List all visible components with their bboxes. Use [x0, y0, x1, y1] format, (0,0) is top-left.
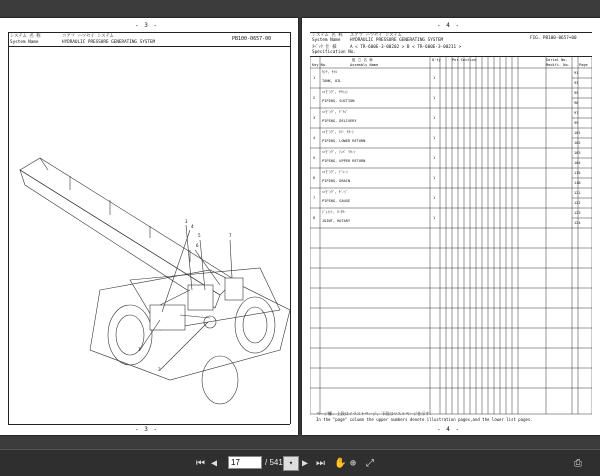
row-page-upper: 97 [574, 111, 579, 115]
row-page-lower: 93 [574, 81, 579, 85]
callout-3: 3 [185, 220, 188, 225]
row-name-jp: ﾀﾝｸ, ｻｲﾙ [322, 70, 338, 74]
right-bottom-page-number: - 4 - [437, 426, 461, 433]
next-page-icon[interactable]: ▶ [302, 458, 309, 469]
spec-label-jp: ｽﾍﾟｯｸ 仕 様 [312, 45, 337, 50]
row-name-jp: ﾊｲﾋﾟﾝｸﾞ, ｱｯﾊﾟ ﾘﾀｰﾝ [322, 150, 356, 154]
right-system-label-jp: システム 名 称 [312, 33, 343, 38]
page-total: / 541 [265, 458, 283, 467]
row-name-jp: ﾊｲﾋﾟﾝｸﾞ, ﾄﾞﾚｰﾝ [322, 170, 348, 174]
row-name-jp: ﾊｲﾋﾟﾝｸﾞ, ｻｸｼｮﾝ [322, 90, 348, 94]
fig-code: FIG. PB100-0657+00 [530, 36, 577, 41]
page-dropdown[interactable]: ▾ [283, 456, 299, 471]
last-page-icon[interactable]: ⏭ [316, 458, 325, 469]
prev-page-icon[interactable]: ◀ [211, 458, 218, 469]
row-name: PIPING, DRAIN [322, 179, 351, 183]
row-page-lower: 102 [574, 141, 581, 145]
row-page-lower: 118 [574, 181, 581, 185]
row-qty: 1 [433, 216, 436, 220]
zoom-in-icon[interactable]: ⊕ [350, 458, 357, 469]
footnote-jp: ページ欄. 上段はイラストページ, 下段はリストページを示す. [316, 411, 432, 416]
col-assembly: Assembly Name [350, 63, 379, 67]
row-qty: 1 [433, 136, 436, 140]
system-label-jp: システム 名 称 [10, 34, 41, 39]
left-top-page-number: - 3 - [135, 22, 159, 29]
figure-code: PB100-0657-00 [232, 36, 272, 42]
row-qty: 1 [433, 96, 436, 100]
col-per-section: Per Section [452, 58, 476, 62]
spec-label: Specification No. [312, 50, 356, 55]
row-qty: 1 [433, 156, 436, 160]
row-qty: 1 [433, 196, 436, 200]
right-system-value: HYDRAULIC PRESSURE GENERATING SYSTEM [350, 38, 444, 43]
right-page [302, 18, 600, 435]
callout-7: 7 [229, 234, 232, 239]
row-name: PIPING, GAUGE [322, 199, 351, 203]
callout-5: 5 [198, 234, 201, 239]
col-modifi: Modifi. No. [546, 63, 570, 67]
system-value-jp: コアフ ハツセイ システム [62, 34, 114, 39]
row-name: PIPING, SUCTION [322, 99, 355, 103]
spec-value: A < TR-600E-3-00202 > B < TR-600E-3-00211 > [350, 45, 462, 50]
callout-1: 1 [138, 348, 141, 353]
row-name: PIPING, UPPER RETURN [322, 159, 366, 163]
row-name: PIPING, LOWER RETURN [322, 139, 366, 143]
row-name-jp: ｼﾞｮｲﾝﾄ, ﾛｰﾀﾘｰ [322, 210, 347, 214]
first-page-icon[interactable]: ⏮ [196, 458, 205, 469]
row-qty: 1 [433, 76, 436, 80]
col-page: Page [579, 63, 588, 67]
row-qty: 1 [433, 176, 436, 180]
row-key: 2 [313, 96, 316, 100]
crane-illustration [10, 50, 290, 420]
system-label: System Name [10, 40, 39, 45]
col-qty: Q'ty [432, 58, 441, 62]
row-page-upper: 115 [574, 171, 581, 175]
row-page-upper: 123 [574, 211, 581, 215]
row-page-lower: 96 [574, 101, 579, 105]
row-name: TANK, OIL [322, 79, 342, 83]
row-key: 6 [313, 176, 316, 180]
row-page-lower: 104 [574, 161, 581, 165]
right-system-value-jp: ユアツ ハツセイ システム [350, 33, 402, 38]
row-name-jp: ﾊｲﾋﾟﾝｸﾞ, ﾛｱｰ ﾘﾀｰﾝ [322, 130, 354, 134]
left-page [0, 18, 298, 435]
col-key: Key No. [312, 63, 328, 67]
system-value: HYDRAULIC PRESSURE GENERATING SYSTEM [62, 40, 156, 45]
row-page-upper: 103 [574, 151, 581, 155]
row-page-lower: 122 [574, 201, 581, 205]
col-assembly-jp: 組 立 名 称 [352, 58, 373, 62]
row-page-upper: 95 [574, 91, 579, 95]
row-page-lower: 124 [574, 221, 581, 225]
row-name-jp: ﾊｲﾋﾟﾝｸﾞ, ｹﾞｰｼﾞ [322, 190, 348, 194]
right-top-page-number: - 4 - [437, 22, 461, 29]
page-number-input[interactable]: 17 [228, 456, 262, 469]
left-bottom-page-number: - 3 - [135, 426, 159, 433]
row-key: 5 [313, 156, 316, 160]
row-page-upper: 101 [574, 131, 581, 135]
fit-page-icon[interactable]: ⤢ [366, 458, 374, 469]
row-page-lower: 99 [574, 121, 579, 125]
callout-6: 6 [196, 244, 199, 249]
hand-icon[interactable]: ✋ [334, 458, 347, 469]
col-serial: Serial No. [546, 58, 568, 62]
callout-4: 4 [191, 225, 194, 230]
row-page-upper: 91 [574, 71, 579, 75]
row-key: 8 [313, 216, 316, 220]
row-key: 7 [313, 196, 316, 200]
row-page-upper: 121 [574, 191, 581, 195]
viewer-toolbar [0, 449, 600, 476]
row-key: 3 [313, 116, 316, 120]
print-icon[interactable]: ⎙ [574, 458, 582, 469]
row-key: 4 [313, 136, 316, 140]
row-qty: 1 [433, 116, 436, 120]
right-system-label: System Name [312, 38, 341, 43]
row-name: PIPING, DELIVERY [322, 119, 357, 123]
row-key: 1 [313, 76, 316, 80]
footnote: In the "page" column the upper numbers denote illustration pages,and the lower list pages. [316, 417, 533, 422]
callout-2: 2 [158, 368, 161, 373]
parts-grid [310, 56, 592, 416]
row-name-jp: ﾊｲﾋﾟﾝｸﾞ, ﾃﾞﾘﾊﾞ [322, 110, 348, 114]
row-name: JOINT, ROTARY [322, 219, 351, 223]
